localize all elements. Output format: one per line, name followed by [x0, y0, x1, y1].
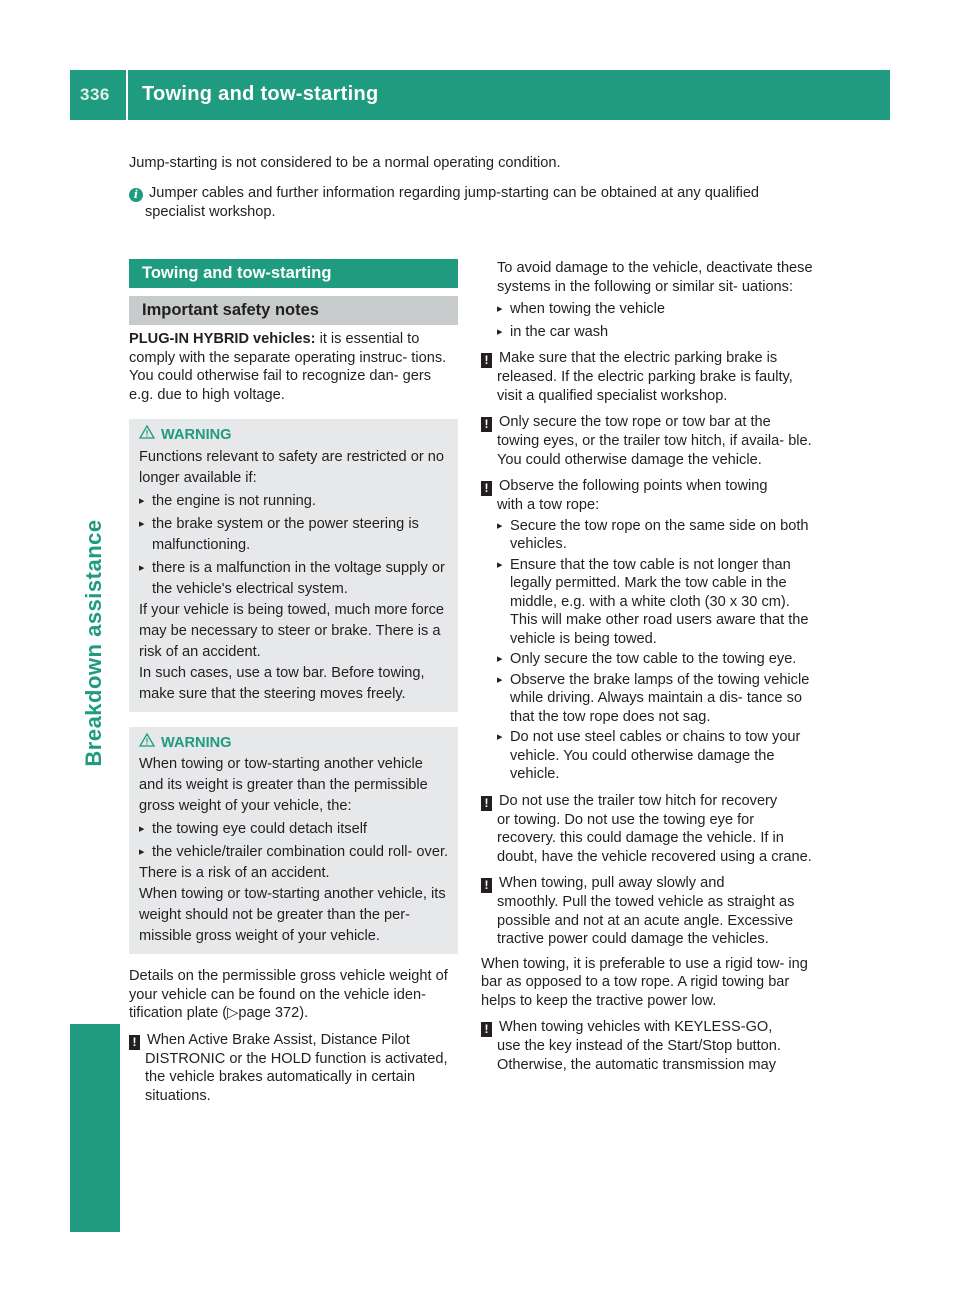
details-paragraph: Details on the permissible gross vehicle weight of your vehicle can be found on the vehicle iden- tification plate (▷page 372). [129, 968, 448, 1021]
deactivate-intro: To avoid damage to the vehicle, deactivate these systems in the following or similar sit- uations: [497, 260, 813, 295]
warning-text: When towing or tow-starting another vehicle, its weight should not be greater than the per- missible gross weight of your vehicle. [139, 886, 446, 944]
caution-note-2: ! Make sure that the electric parking brake is released. If the electric parking brake is faulty, visit a qualified specialist workshop. [481, 349, 813, 405]
caution-note-5: ! Do not use the trailer tow hitch for recovery or towing. Do not use the towing eye for recovery. this could damage the vehicle. If in doubt, have the vehicle recovered using a crane. [481, 792, 813, 867]
list-item: ▸ Secure the tow rope on the same side on both vehicles. [497, 517, 813, 554]
list-item: ▸ the engine is not running. [139, 491, 450, 512]
warning-text: In such cases, use a tow bar. Before towing, make sure that the steering moves freely. [139, 664, 425, 702]
subsection-title: Important safety notes [129, 296, 458, 325]
caution-icon: ! [481, 353, 492, 368]
list-item: ▸ the vehicle/trailer combination could roll- over. [139, 842, 450, 863]
arrow-ref-icon: ▷ [227, 1005, 239, 1021]
warning-triangle-icon [139, 425, 157, 445]
intro-text: Jump-starting is not considered to be a normal operating condition. [129, 155, 561, 171]
caution-icon: ! [481, 796, 492, 811]
warning-intro: When towing or tow-starting another vehicle and its weight is greater than the permissible gross weight of your vehicle, the: [139, 756, 428, 814]
header-divider [126, 70, 128, 120]
left-column [129, 259, 458, 1105]
warning-text: If your vehicle is being towed, much more force may be necessary to steer or brake. There is a risk of an accident. [139, 601, 444, 660]
warning-text: There is a risk of an accident. [139, 865, 330, 881]
caution-icon: ! [129, 1035, 140, 1050]
info-note [129, 184, 819, 221]
warning-heading: WARNING [161, 734, 232, 751]
plugin-hybrid-text: it is essential to comply with the separate operating instruc- tions. You could otherwise fail to recognize dan- gers e.g. due to high voltage. [129, 331, 447, 403]
side-color-block [70, 1024, 120, 1232]
plugin-hybrid-paragraph [129, 330, 458, 404]
caution-icon: ! [481, 1022, 492, 1037]
caution-icon: ! [481, 417, 492, 432]
page-number: 336 [80, 85, 110, 104]
intro-paragraph [129, 154, 819, 173]
list-item: ▸ Observe the brake lamps of the towing vehicle while driving. Always maintain a dis- tance so that the tow rope does not sag. [497, 671, 813, 727]
caution-icon: ! [481, 481, 492, 496]
list-item: ▸ the towing eye could detach itself [139, 819, 450, 840]
page-header [70, 70, 890, 120]
warning-box-2 [129, 727, 458, 955]
caution-note-4: ! Observe the following points when towing with a tow rope: ▸ Secure the tow rope on the same side on both vehicles. ▸ Ensure that the tow cable is not longer than legally permitted. Mark the tow cable in the middle, e.g. with a white cloth (30 x 30 cm). This will make other road users aware that the vehicle is being towed. ▸ Only secure the tow cable to the towing eye. ▸ Observe the brake lamps of the towing vehicle while driving. Always maintain a dis- tance so that the tow rope does not sag. ▸ Do not use steel cables or chains to tow your vehicle. You could otherwise damage the vehicle. [481, 477, 813, 784]
right-column [481, 259, 813, 1074]
info-icon: i [129, 188, 143, 202]
side-chapter-text: Breakdown assistance [80, 518, 106, 767]
warning-list [139, 491, 450, 600]
list-item: ▸ Ensure that the tow cable is not longer than legally permitted. Mark the tow cable in the middle, e.g. with a white cloth (30 x 30 cm). This will make other road users aware that the vehicle is being towed. [497, 556, 813, 649]
caution-note-3: ! Only secure the tow rope or tow bar at the towing eyes, or the trailer tow hitch, if availa- ble. You could otherwise damage the vehicle. [481, 413, 813, 469]
tow-bar-paragraph: When towing, it is preferable to use a rigid tow- ing bar as opposed to a tow rope. A rigid towing bar helps to keep the tractive power low. [481, 955, 808, 1009]
warning-triangle-icon [139, 733, 157, 753]
caution-note-7: ! When towing vehicles with KEYLESS-GO, use the key instead of the Start/Stop button. Otherwise, the automatic transmission may [481, 1018, 813, 1074]
warning-heading: WARNING [161, 427, 232, 443]
tow-rope-list [481, 517, 813, 784]
list-item: ▸ Only secure the tow cable to the towing eye. [497, 650, 813, 669]
plugin-hybrid-bold: PLUG-IN HYBRID vehicles: [129, 331, 316, 347]
side-chapter-label [74, 518, 114, 767]
warning-intro: Functions relevant to safety are restricted or no longer available if: [139, 448, 444, 486]
page-title: Towing and tow-starting [142, 83, 379, 105]
info-text-line1: Jumper cables and further information regarding jump-starting can be obtained at any qualified [149, 185, 760, 201]
caution-note-1: ! When Active Brake Assist, Distance Pilot DISTRONIC or the HOLD function is activated, the vehicle brakes automatically in certain situations. [129, 1031, 458, 1106]
list-item: ▸ when towing the vehicle [497, 300, 813, 319]
list-item: ▸ there is a malfunction in the voltage supply or the vehicle's electrical system. [139, 558, 450, 600]
warning-box-1 [129, 419, 458, 712]
warning-list [139, 819, 450, 863]
caution-icon: ! [481, 878, 492, 893]
info-text-line2: specialist workshop. [145, 203, 276, 220]
list-item: ▸ Do not use steel cables or chains to tow your vehicle. You could otherwise damage the vehicle. [497, 728, 813, 784]
caution-note-6: ! When towing, pull away slowly and smoothly. Pull the towed vehicle as straight as possible and not at an acute angle. Excessive tractive power could damage the vehicles. [481, 874, 813, 949]
deactivate-list [481, 300, 813, 341]
section-title: Towing and tow-starting [129, 259, 458, 288]
page-reference-link[interactable]: page 372 [238, 1005, 300, 1021]
list-item: ▸ the brake system or the power steering is malfunctioning. [139, 514, 450, 556]
list-item: ▸ in the car wash [497, 323, 813, 342]
